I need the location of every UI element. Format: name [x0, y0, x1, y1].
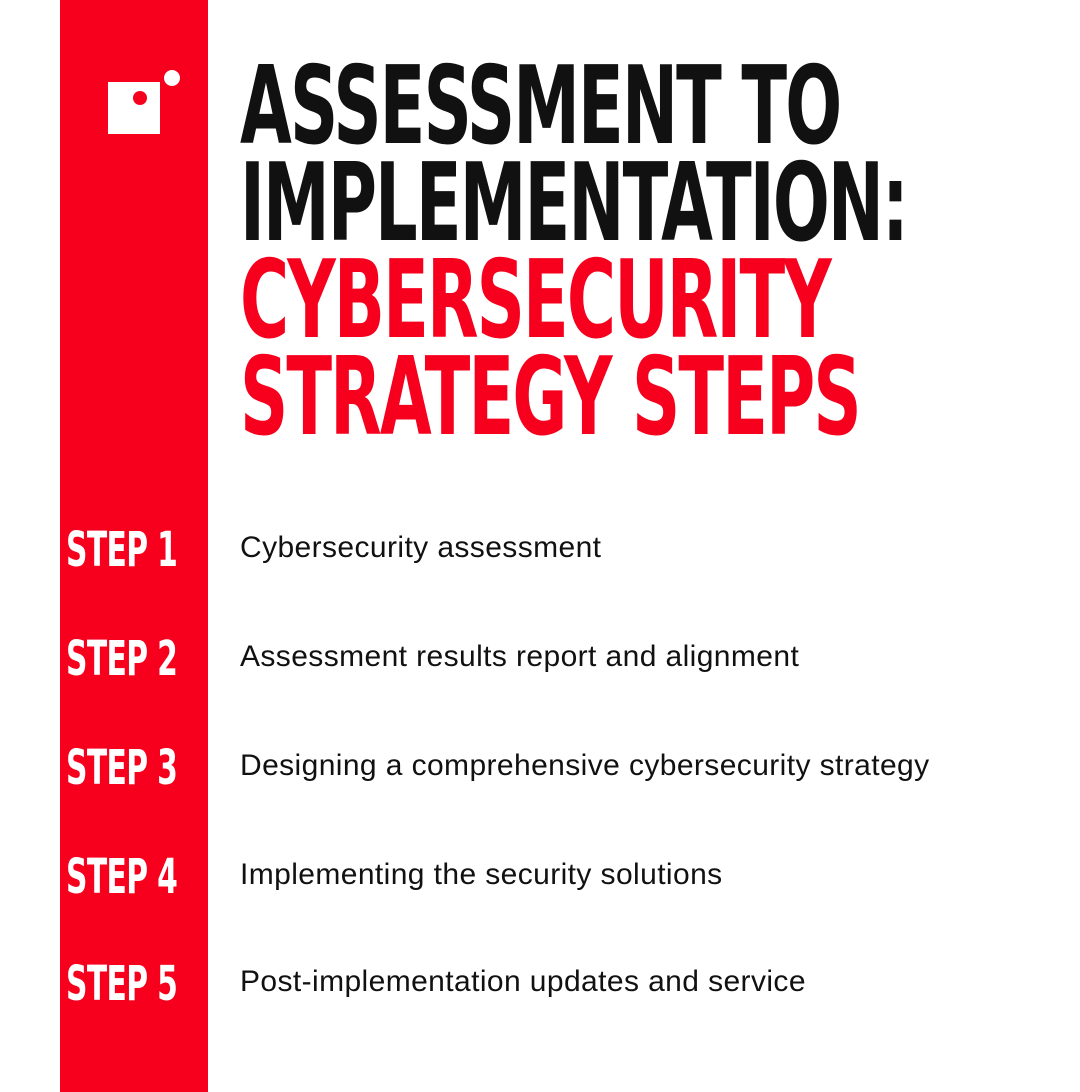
step-text-4: Implementing the security solutions: [240, 858, 723, 891]
title-line-1: ASSESSMENT TO: [240, 44, 841, 169]
step-row-5: [0, 949, 1080, 1019]
page-title: [240, 44, 907, 460]
step-label-1: STEP 1: [66, 522, 178, 578]
step-text-2: Assessment results report and alignment: [240, 640, 800, 673]
step-row-2: [0, 624, 1080, 694]
step-text-5: Post-implementation updates and service: [240, 965, 806, 998]
step-label-5: STEP 5: [66, 956, 178, 1012]
step-text-3: Designing a comprehensive cybersecurity strategy: [240, 749, 930, 782]
step-row-3: [0, 733, 1080, 803]
square-dot-logo-icon: [108, 70, 184, 134]
step-label-2: STEP 2: [66, 631, 178, 687]
step-label-4: STEP 4: [66, 849, 178, 905]
step-row-4: [0, 842, 1080, 912]
step-text-1: Cybersecurity assessment: [240, 531, 602, 564]
title-line-3: CYBERSECURITY: [240, 238, 830, 363]
title-line-2: IMPLEMENTATION:: [240, 141, 907, 266]
step-label-3: STEP 3: [66, 740, 178, 796]
step-row-1: [0, 515, 1080, 585]
title-line-4: STRATEGY STEPS: [240, 335, 860, 460]
